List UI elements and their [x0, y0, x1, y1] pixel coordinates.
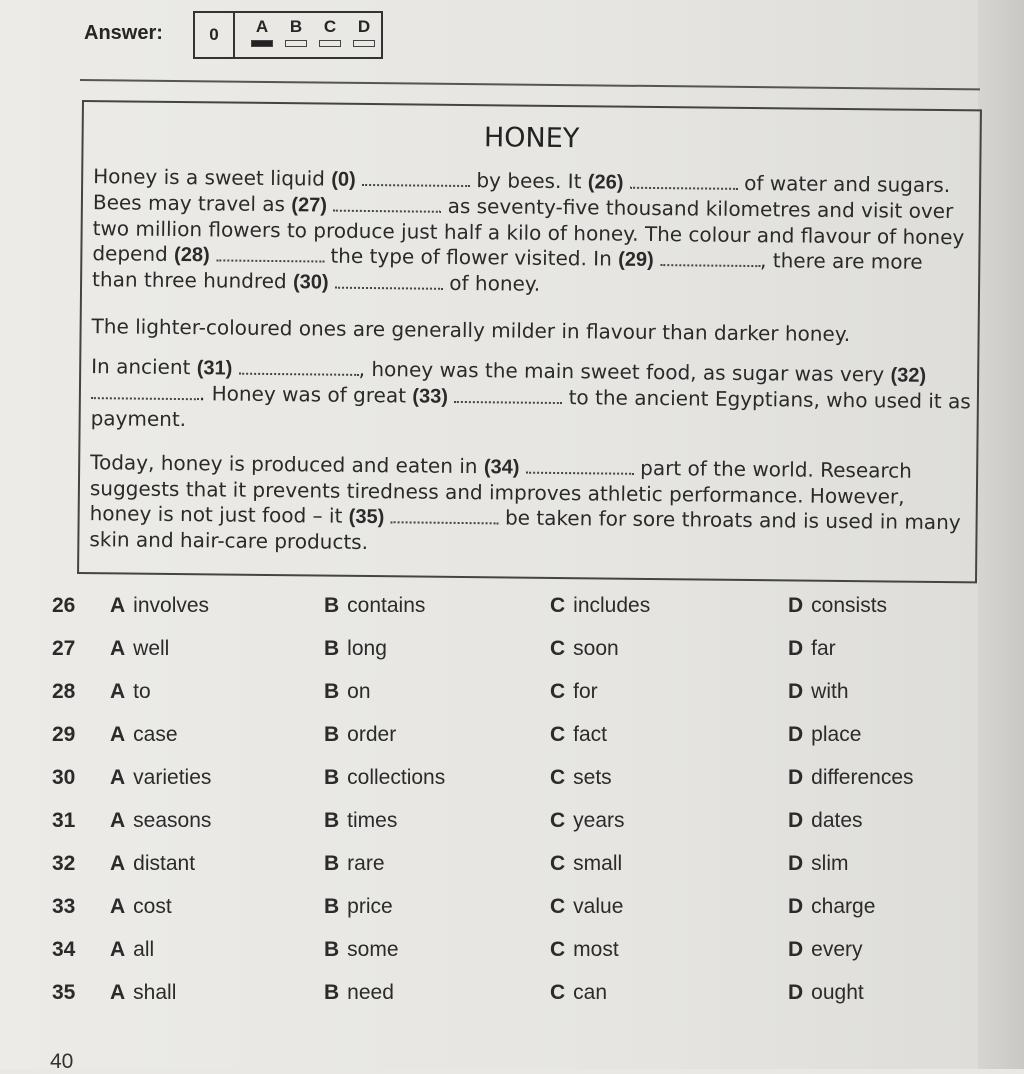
- choice-b[interactable]: B contains: [324, 594, 426, 617]
- gap-number: (31): [196, 357, 233, 380]
- choice-a[interactable]: A all: [110, 938, 155, 961]
- choice-d[interactable]: D every: [788, 938, 863, 961]
- answer-example-box: [193, 11, 383, 59]
- question-row: [52, 680, 952, 710]
- answer-mark-filled: [251, 40, 273, 47]
- choice-a[interactable]: A distant: [110, 852, 196, 875]
- answer-example-number: 0: [195, 13, 235, 57]
- choice-b[interactable]: B collections: [324, 766, 446, 789]
- question-number: 28: [52, 680, 76, 703]
- passage-text: Today, honey is produced and eaten in: [90, 450, 478, 479]
- question-number: 33: [52, 895, 76, 918]
- passage-box: [77, 100, 982, 583]
- question-row: [52, 938, 952, 968]
- gap-blank: [391, 505, 499, 524]
- choice-c[interactable]: C sets: [550, 766, 612, 789]
- question-row: [52, 594, 952, 624]
- choice-d[interactable]: D far: [788, 637, 836, 660]
- passage-text: of honey.: [449, 270, 541, 296]
- choice-a[interactable]: A involves: [110, 594, 210, 617]
- gap-blank: [333, 194, 441, 213]
- gap-blank: [362, 168, 470, 187]
- answer-option-letter: C: [323, 17, 337, 36]
- answer-option-a: [245, 17, 279, 57]
- choice-b[interactable]: B on: [324, 680, 371, 703]
- choice-a[interactable]: A well: [110, 637, 170, 660]
- answer-option-c: [313, 17, 347, 57]
- choice-d[interactable]: D consists: [788, 594, 888, 617]
- passage-text: of water and sugars. Bees may travel as: [92, 170, 951, 217]
- question-number: 30: [52, 766, 76, 789]
- question-number: 34: [52, 938, 76, 961]
- question-row: [52, 766, 952, 796]
- page-number: 40: [50, 1050, 74, 1073]
- choice-a[interactable]: A cost: [110, 895, 172, 918]
- choice-c[interactable]: C includes: [550, 594, 651, 617]
- passage-paragraph-1: [92, 164, 973, 302]
- choice-d[interactable]: D place: [788, 723, 862, 746]
- page-edge: [978, 0, 1024, 1069]
- choice-d[interactable]: D slim: [788, 852, 849, 875]
- choice-b[interactable]: B times: [324, 809, 398, 832]
- answer-option-b: [279, 17, 313, 57]
- passage-text: part of the world. Research suggests that it prevents tiredness and improves athletic performance. However, honey is not just food – it: [89, 455, 913, 528]
- question-row: [52, 852, 952, 882]
- question-number: 26: [52, 594, 76, 617]
- answer-option-letter: B: [289, 17, 303, 36]
- passage-text: by bees. It: [476, 168, 582, 194]
- passage-text: the type of flower visited. In: [330, 243, 612, 271]
- gap-blank: [335, 271, 443, 290]
- choice-d[interactable]: D with: [788, 680, 849, 703]
- question-number: 27: [52, 637, 76, 660]
- gap-blank: [660, 248, 760, 267]
- answer-option-d: [347, 17, 381, 57]
- passage-text: to the ancient Egyptians, who used it as payment.: [90, 385, 971, 432]
- choice-c[interactable]: C value: [550, 895, 624, 918]
- question-row: [52, 809, 952, 839]
- gap-number: (30): [292, 271, 329, 294]
- divider-line: [80, 79, 980, 90]
- answer-mark-empty: [353, 40, 375, 47]
- gap-blank: [526, 456, 634, 475]
- choice-c[interactable]: C can: [550, 981, 608, 1004]
- passage-text: be taken for sore throats and is used in many skin and hair-care products.: [89, 505, 961, 555]
- gap-number: (28): [174, 243, 210, 267]
- answer-option-letter: D: [357, 17, 371, 36]
- question-number: 31: [52, 809, 76, 832]
- question-row: [52, 895, 952, 925]
- answer-mark-empty: [319, 40, 341, 47]
- gap-number: (33): [412, 385, 449, 408]
- choice-c[interactable]: C for: [550, 680, 598, 703]
- gap-blank: [216, 243, 324, 262]
- choice-a[interactable]: A shall: [110, 981, 177, 1004]
- question-number: 32: [52, 852, 76, 875]
- choice-b[interactable]: B rare: [324, 852, 385, 875]
- passage-paragraph-2: The lighter-coloured ones are generally milder in flavour than darker honey.: [91, 314, 851, 347]
- gap-number: (34): [483, 456, 520, 479]
- choice-a[interactable]: A case: [110, 723, 178, 746]
- question-row: [52, 637, 952, 667]
- choice-c[interactable]: C years: [550, 809, 625, 832]
- gap-number: (35): [348, 505, 385, 529]
- question-number: 35: [52, 981, 76, 1004]
- gap-number: (29): [618, 248, 654, 271]
- passage-text: , there are more than three hundred: [91, 248, 923, 294]
- gap-number: (32): [890, 364, 927, 387]
- choice-c[interactable]: C soon: [550, 637, 619, 660]
- question-number: 29: [52, 723, 76, 746]
- choice-a[interactable]: A to: [110, 680, 151, 703]
- choice-b[interactable]: B price: [324, 895, 393, 918]
- gap-number: (0): [331, 168, 356, 191]
- choice-d[interactable]: D ought: [788, 981, 864, 1004]
- gap-blank: [454, 385, 562, 404]
- passage-text: . Honey was of great: [198, 381, 407, 408]
- gap-blank: [91, 381, 199, 400]
- choice-d[interactable]: D dates: [788, 809, 863, 832]
- gap-number: (26): [587, 171, 624, 194]
- passage-title: HONEY: [483, 122, 580, 155]
- choice-d[interactable]: D differences: [788, 766, 914, 789]
- choice-b[interactable]: B long: [324, 637, 387, 660]
- choice-b[interactable]: B need: [324, 981, 394, 1004]
- passage-paragraph-3: [91, 354, 972, 440]
- choice-b[interactable]: B order: [324, 723, 397, 746]
- choice-a[interactable]: A seasons: [110, 809, 212, 832]
- gap-number: (27): [291, 194, 328, 217]
- choice-d[interactable]: D charge: [788, 895, 876, 918]
- question-row: [52, 723, 952, 753]
- gap-blank: [630, 171, 738, 190]
- answer-option-letter: A: [255, 17, 269, 36]
- question-row: [52, 981, 952, 1011]
- passage-text: as seventy-five thousand kilometres and visit over two million flowers to produce just half a kilo of honey. The colour and flavour of honey depend: [92, 193, 965, 266]
- answer-options: [235, 13, 381, 57]
- choice-c[interactable]: C most: [550, 938, 619, 961]
- choice-c[interactable]: C small: [550, 852, 623, 875]
- passage-paragraph-4: [89, 450, 970, 561]
- choice-c[interactable]: C fact: [550, 723, 608, 746]
- answer-label: Answer:: [84, 22, 163, 44]
- choice-b[interactable]: B some: [324, 938, 399, 961]
- answer-mark-empty: [285, 40, 307, 47]
- passage-text: , honey was the main sweet food, as sugar was very: [358, 356, 885, 387]
- gap-blank: [239, 357, 359, 376]
- choice-a[interactable]: A varieties: [110, 766, 212, 789]
- passage-text: Honey is a sweet liquid: [93, 164, 326, 191]
- passage-text: In ancient: [91, 354, 191, 380]
